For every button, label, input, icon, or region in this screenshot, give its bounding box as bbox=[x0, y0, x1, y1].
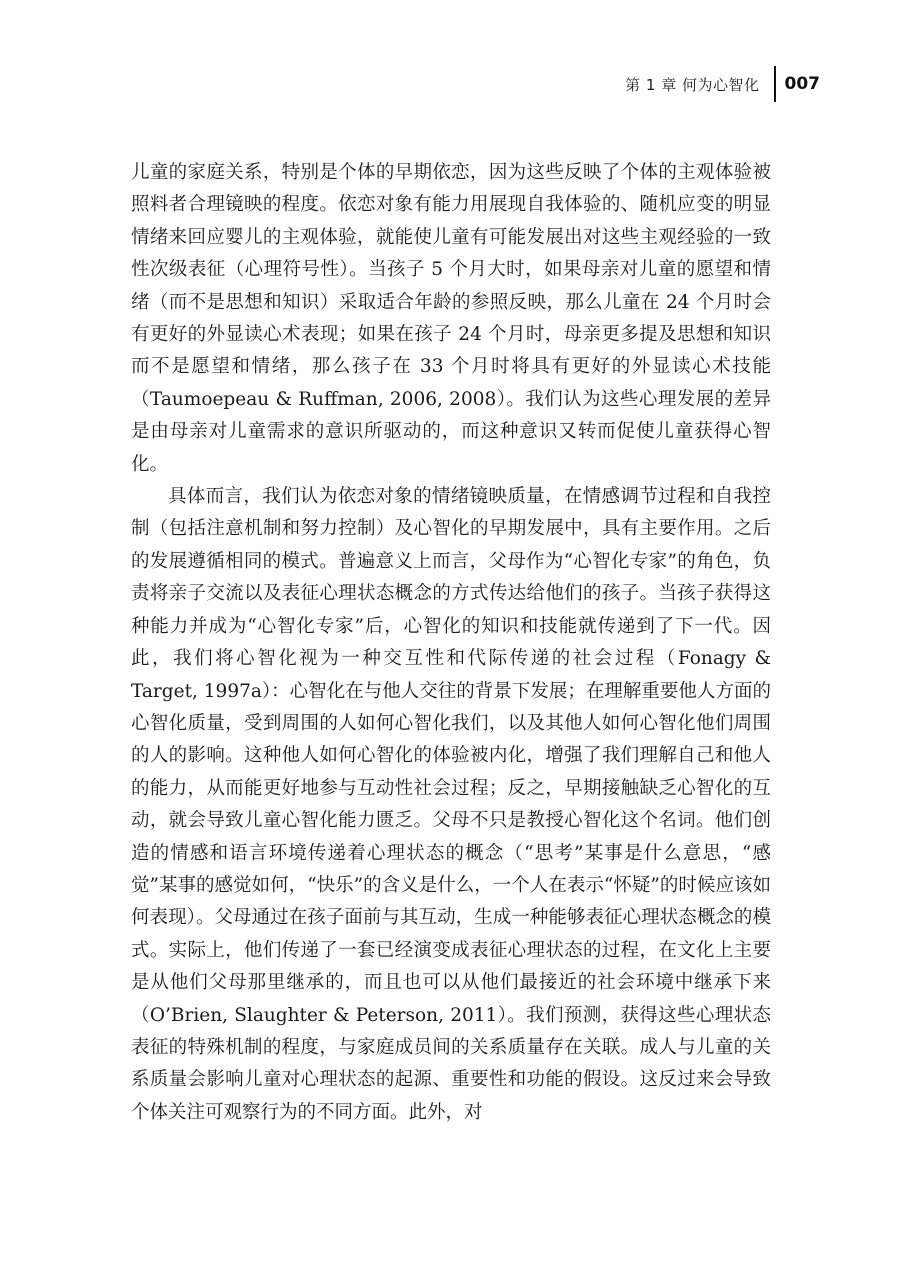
chapter-title: 第 1 章 何为心智化 bbox=[625, 75, 760, 94]
paragraph-1: 儿童的家庭关系，特别是个体的早期依恋，因为这些反映了个体的主观体验被照料者合理镜映的程度。依恋对象有能力用展现自我体验的、随机应变的明显情绪来回应婴儿的主观体验，就能使儿童有可能发展出对这些主观经验的一致性次级表征（心理符号性）。当孩子 5 个月大时，如果母亲对儿童的愿望和情绪（而不是思想和知识）采取适合年龄的参照反映，那么儿童在 24 个月时会有更好的外显读心术表现；如果在孩子 24 个月时，母亲更多提及思想和知识而不是愿望和情绪，那么孩子在 33 个月时将具有更好的外显读心术技能（Taumoepeau & Ruffman, 2006, 2008）。我们认为这些心理发展的差异是由母亲对儿童需求的意识所驱动的，而这种意识又转而促使儿童获得心智化。 bbox=[131, 162, 771, 475]
running-header bbox=[625, 66, 820, 102]
body-text bbox=[131, 157, 771, 1129]
paragraph-2: 具体而言，我们认为依恋对象的情绪镜映质量，在情感调节过程和自我控制（包括注意机制和努力控制）及心智化的早期发展中，具有主要作用。之后的发展遵循相同的模式。普遍意义上而言，父母作为“心智化专家”的角色，负责将亲子交流以及表征心理状态概念的方式传达给他们的孩子。当孩子获得这种能力并成为“心智化专家”后，心智化的知识和技能就传递到了下一代。因此，我们将心智化视为一种交互性和代际传递的社会过程（Fonagy & Target, 1997a）：心智化在与他人交往的背景下发展；在理解重要他人方面的心智化质量，受到周围的人如何心智化我们，以及其他人如何心智化他们周围的人的影响。这种他人如何心智化的体验被内化，增强了我们理解自己和他人的能力，从而能更好地参与互动性社会过程；反之，早期接触缺乏心智化的互动，就会导致儿童心智化能力匮乏。父母不只是教授心智化这个名词。他们创造的情感和语言环境传递着心理状态的概念（“思考”某事是什么意思，“感觉”某事的感觉如何，“快乐”的含义是什么，一个人在表示“怀疑”的时候应该如何表现）。父母通过在孩子面前与其互动，生成一种能够表征心理状态概念的模式。实际上，他们传递了一套已经演变成表征心理状态的过程，在文化上主要是从他们父母那里继承的，而且也可以从他们最接近的社会环境中继承下来（O’Brien, Slaughter & Peterson, 2011）。我们预测，获得这些心理状态表征的特殊机制的程度，与家庭成员间的关系质量存在关联。成人与儿童的关系质量会影响儿童对心理状态的起源、重要性和功能的假设。这反过来会导致个体关注可观察行为的不同方面。此外，对 bbox=[131, 486, 771, 1123]
page-number: 007 bbox=[784, 74, 820, 94]
header-divider bbox=[774, 66, 776, 102]
